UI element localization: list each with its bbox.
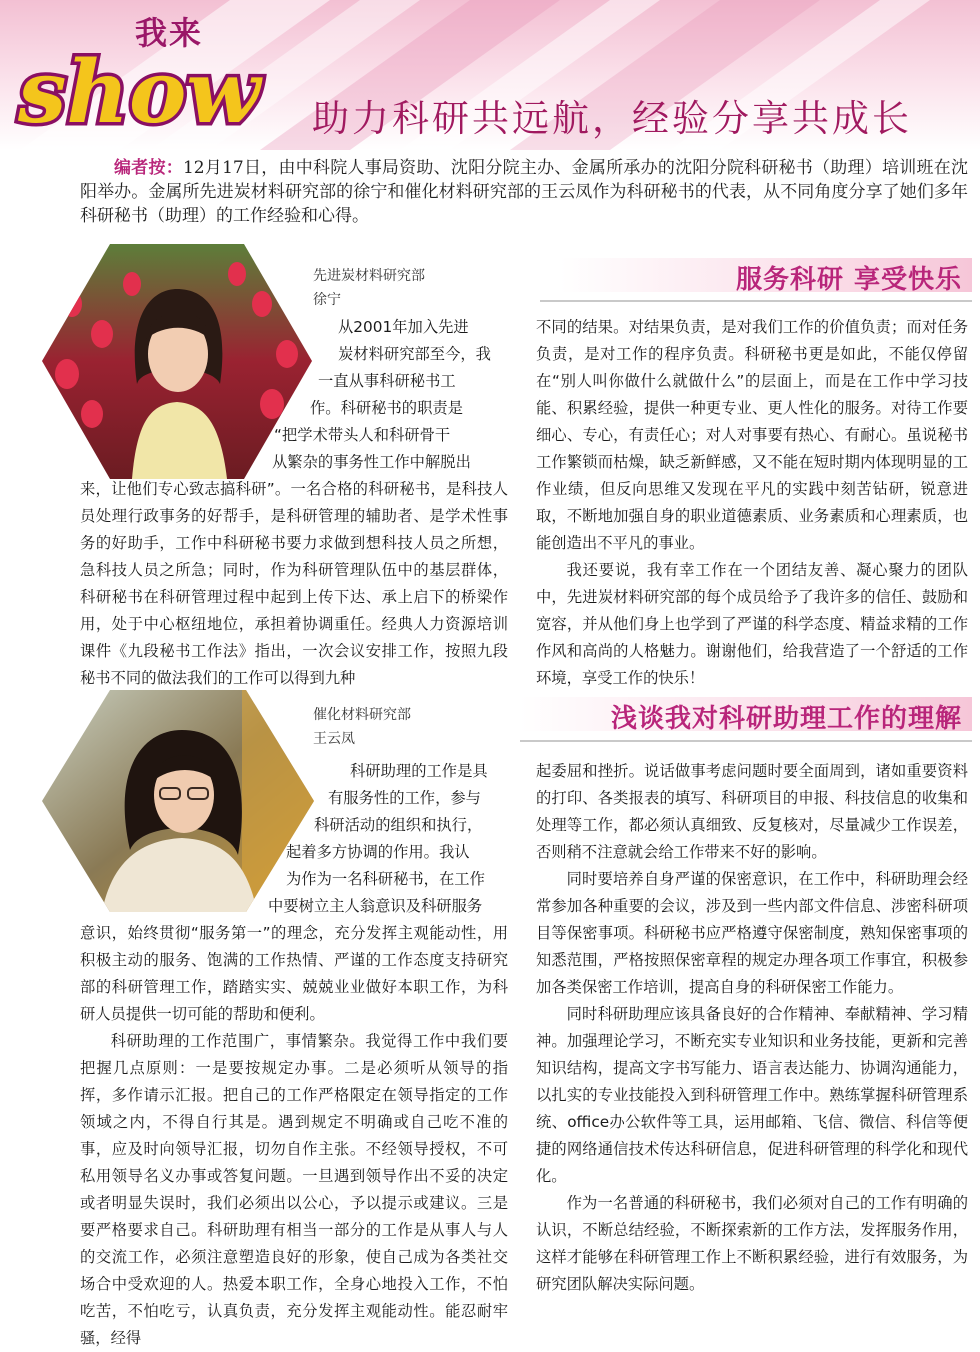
wrap-line: 从2001年加入先进 (338, 318, 469, 336)
wrap-line: 为作为一名科研秘书，在工作 (286, 870, 485, 888)
editor-note (80, 156, 968, 228)
wrap-line: 有服务性的工作，参与 (328, 789, 481, 807)
section-title-1: 服务科研 享受快乐 (735, 265, 962, 295)
author-name: 徐宁 (313, 292, 341, 308)
department-name: 催化材料研究部 (313, 707, 411, 723)
article-2-left-column (80, 758, 508, 1352)
paragraph: 意识，始终贯彻“服务第一”的理念，充分发挥主观能动性，用积极主动的服务、饱满的工作热情、严谨的工作态度支持研究部的科研管理工作，踏踏实实、兢兢业业做好本职工作，为科研人员提供一切可能的帮助和便利。 (80, 924, 508, 1023)
paragraph: 来，让他们专心致志搞科研”。一名合格的科研秘书，是科技人员处理行政事务的好帮手，是科研管理的辅助者、是学术性事务的好助手，工作中科研秘书要力求做到想科技人员之所想，急科技人员之所急；同时，作为科研管理队伍中的基层群体，科研秘书在科研管理过程中起到上传下达、承上启下的桥梁作用，处于中心枢纽地位，承担着协调重任。经典人力资源培训课件《九段秘书工作法》指出，一次会议安排工作，按照九段秘书不同的做法我们的工作可以得到九种 (80, 480, 508, 687)
wrap-line: 一直从事科研秘书工 (318, 372, 456, 390)
logo-chinese: 我来 (135, 14, 204, 52)
wrap-line: 起着多方协调的作用。我认 (286, 843, 470, 861)
section-divider-1 (540, 300, 972, 302)
wrap-line: 从繁杂的事务性工作中解脱出 (272, 453, 471, 471)
author-info-1 (313, 264, 425, 312)
show-logo-icon (10, 22, 300, 142)
section-divider-2 (520, 740, 972, 742)
paragraph: 同时要培养自身严谨的保密意识，在工作中，科研助理会经常参加各种重要的会议，涉及到一些内部文件信息、涉密科研项目等保密事项。科研秘书应严格遵守保密制度，熟知保密事项的知悉范围，严格按照保密章程的规定办理各项工作事宜，积极参加各类保密工作培训，提高自身的科研保密工作能力。 (536, 870, 968, 996)
article-1-right-column (536, 314, 968, 692)
paragraph: 科研助理的工作范围广，事情繁杂。我觉得工作中我们要把握几点原则：一是要按规定办事。二是必须听从领导的指挥，多作请示汇报。把自己的工作严格限定在领导指定的工作领域之内，不得自行其是。遇到规定不明确或自己吃不准的事，应及时向领导汇报，切勿自作主张。不经领导授权，不可私用领导名义办事或答复问题。一旦遇到领导作出不妥的决定或者明显失误时，我们必须出以公心，予以提示或建议。三是要严格要求自己。科研助理有相当一部分的工作是从事人与人的交流工作，必须注意塑造良好的形象，使自己成为各类社交场合中受欢迎的人。热爱本职工作，全身心地投入工作，不怕吃苦，不怕吃亏，认真负责，充分发挥主观能动性。能忍耐牢骚，经得 (80, 1032, 508, 1347)
paragraph: 作为一名普通的科研秘书，我们必须对自己的工作有明确的认识，不断总结经验，不断探索新的工作方法，发挥服务作用，这样才能够在科研管理工作上不断积累经验，进行有效服务，为研究团队解决实际问题。 (536, 1194, 968, 1293)
paragraph: 同时科研助理应该具备良好的合作精神、奉献精神、学习精神。加强理论学习，不断充实专业知识和业务技能，更新和完善知识结构，提高文字书写能力、语言表达能力、协调沟通能力，以扎实的专业技能投入到科研管理工作中。熟练掌握科研管理系统、office办公软件等工具，运用邮箱、飞信、微信、科信等便捷的网络通信技术传达科研信息，促进科研管理的科学化和现代化。 (536, 1005, 968, 1185)
editor-note-label: 编者按： (114, 158, 183, 178)
author-name: 王云凤 (313, 731, 355, 747)
department-name: 先进炭材料研究部 (313, 268, 425, 284)
article-1-left-column (80, 314, 508, 692)
wrap-line: 作。科研秘书的职责是 (310, 399, 463, 417)
paragraph: 我还要说，我有幸工作在一个团结友善、凝心聚力的团队中，先进炭材料研究部的每个成员给予了我许多的信任、鼓励和宽容，并从他们身上也学到了严谨的科学态度、精益求精的工作作风和高尚的人格魅力。谢谢他们，给我营造了一个舒适的工作环境，享受工作的快乐！ (536, 561, 968, 687)
wrap-line: 科研助理的工作是具 (350, 762, 488, 780)
paragraph: 起委屈和挫折。说话做事考虑问题时要全面周到，诸如重要资料的打印、各类报表的填写、科研项目的申报、科技信息的收集和处理等工作，都必须认真细致、反复核对，尽量减少工作误差，否则稍不注意就会给工作带来不好的影响。 (536, 762, 968, 861)
wrap-line: 科研活动的组织和执行， (314, 816, 483, 834)
page-header (0, 0, 980, 150)
editor-note-text: 12月17日，由中科院人事局资助、沈阳分院主办、金属所承办的沈阳分院科研秘书（助理）培训班在沈阳举办。金属所先进炭材料研究部的徐宁和催化材料研究部的王云凤作为科研秘书的代表，从不同角度分享了她们多年科研秘书（助理）的工作经验和心得。 (80, 158, 969, 226)
paragraph: 不同的结果。对结果负责，是对我们工作的价值负责；而对任务负责，是对工作的程序负责。科研秘书更是如此，不能仅停留在“别人叫你做什么就做什么”的层面上，而是在工作中学习技能、积累经验，提供一种更专业、更人性化的服务。对待工作要细心、专心，有责任心；对人对事要有热心、有耐心。虽说秘书工作繁锁而枯燥，缺乏新鲜感，又不能在短时期内体现明显的工作业绩，但反向思维又发现在平凡的实践中刻苦钻研，锐意进取，不断地加强自身的职业道德素质、业务素质和心理素质，也能创造出不平凡的事业。 (536, 318, 968, 552)
section-title-2: 浅谈我对科研助理工作的理解 (610, 704, 962, 734)
page-title: 助力科研共远航，经验分享共成长 (312, 97, 912, 140)
article-2-right-column (536, 758, 968, 1298)
wrap-line: “把学术带头人和科研骨干 (274, 426, 451, 444)
wrap-line: 中要树立主人翁意识及科研服务 (268, 897, 483, 915)
wrap-line: 炭材料研究部至今，我 (338, 345, 491, 363)
logo-english: show (18, 42, 261, 142)
author-info-2 (313, 703, 411, 751)
